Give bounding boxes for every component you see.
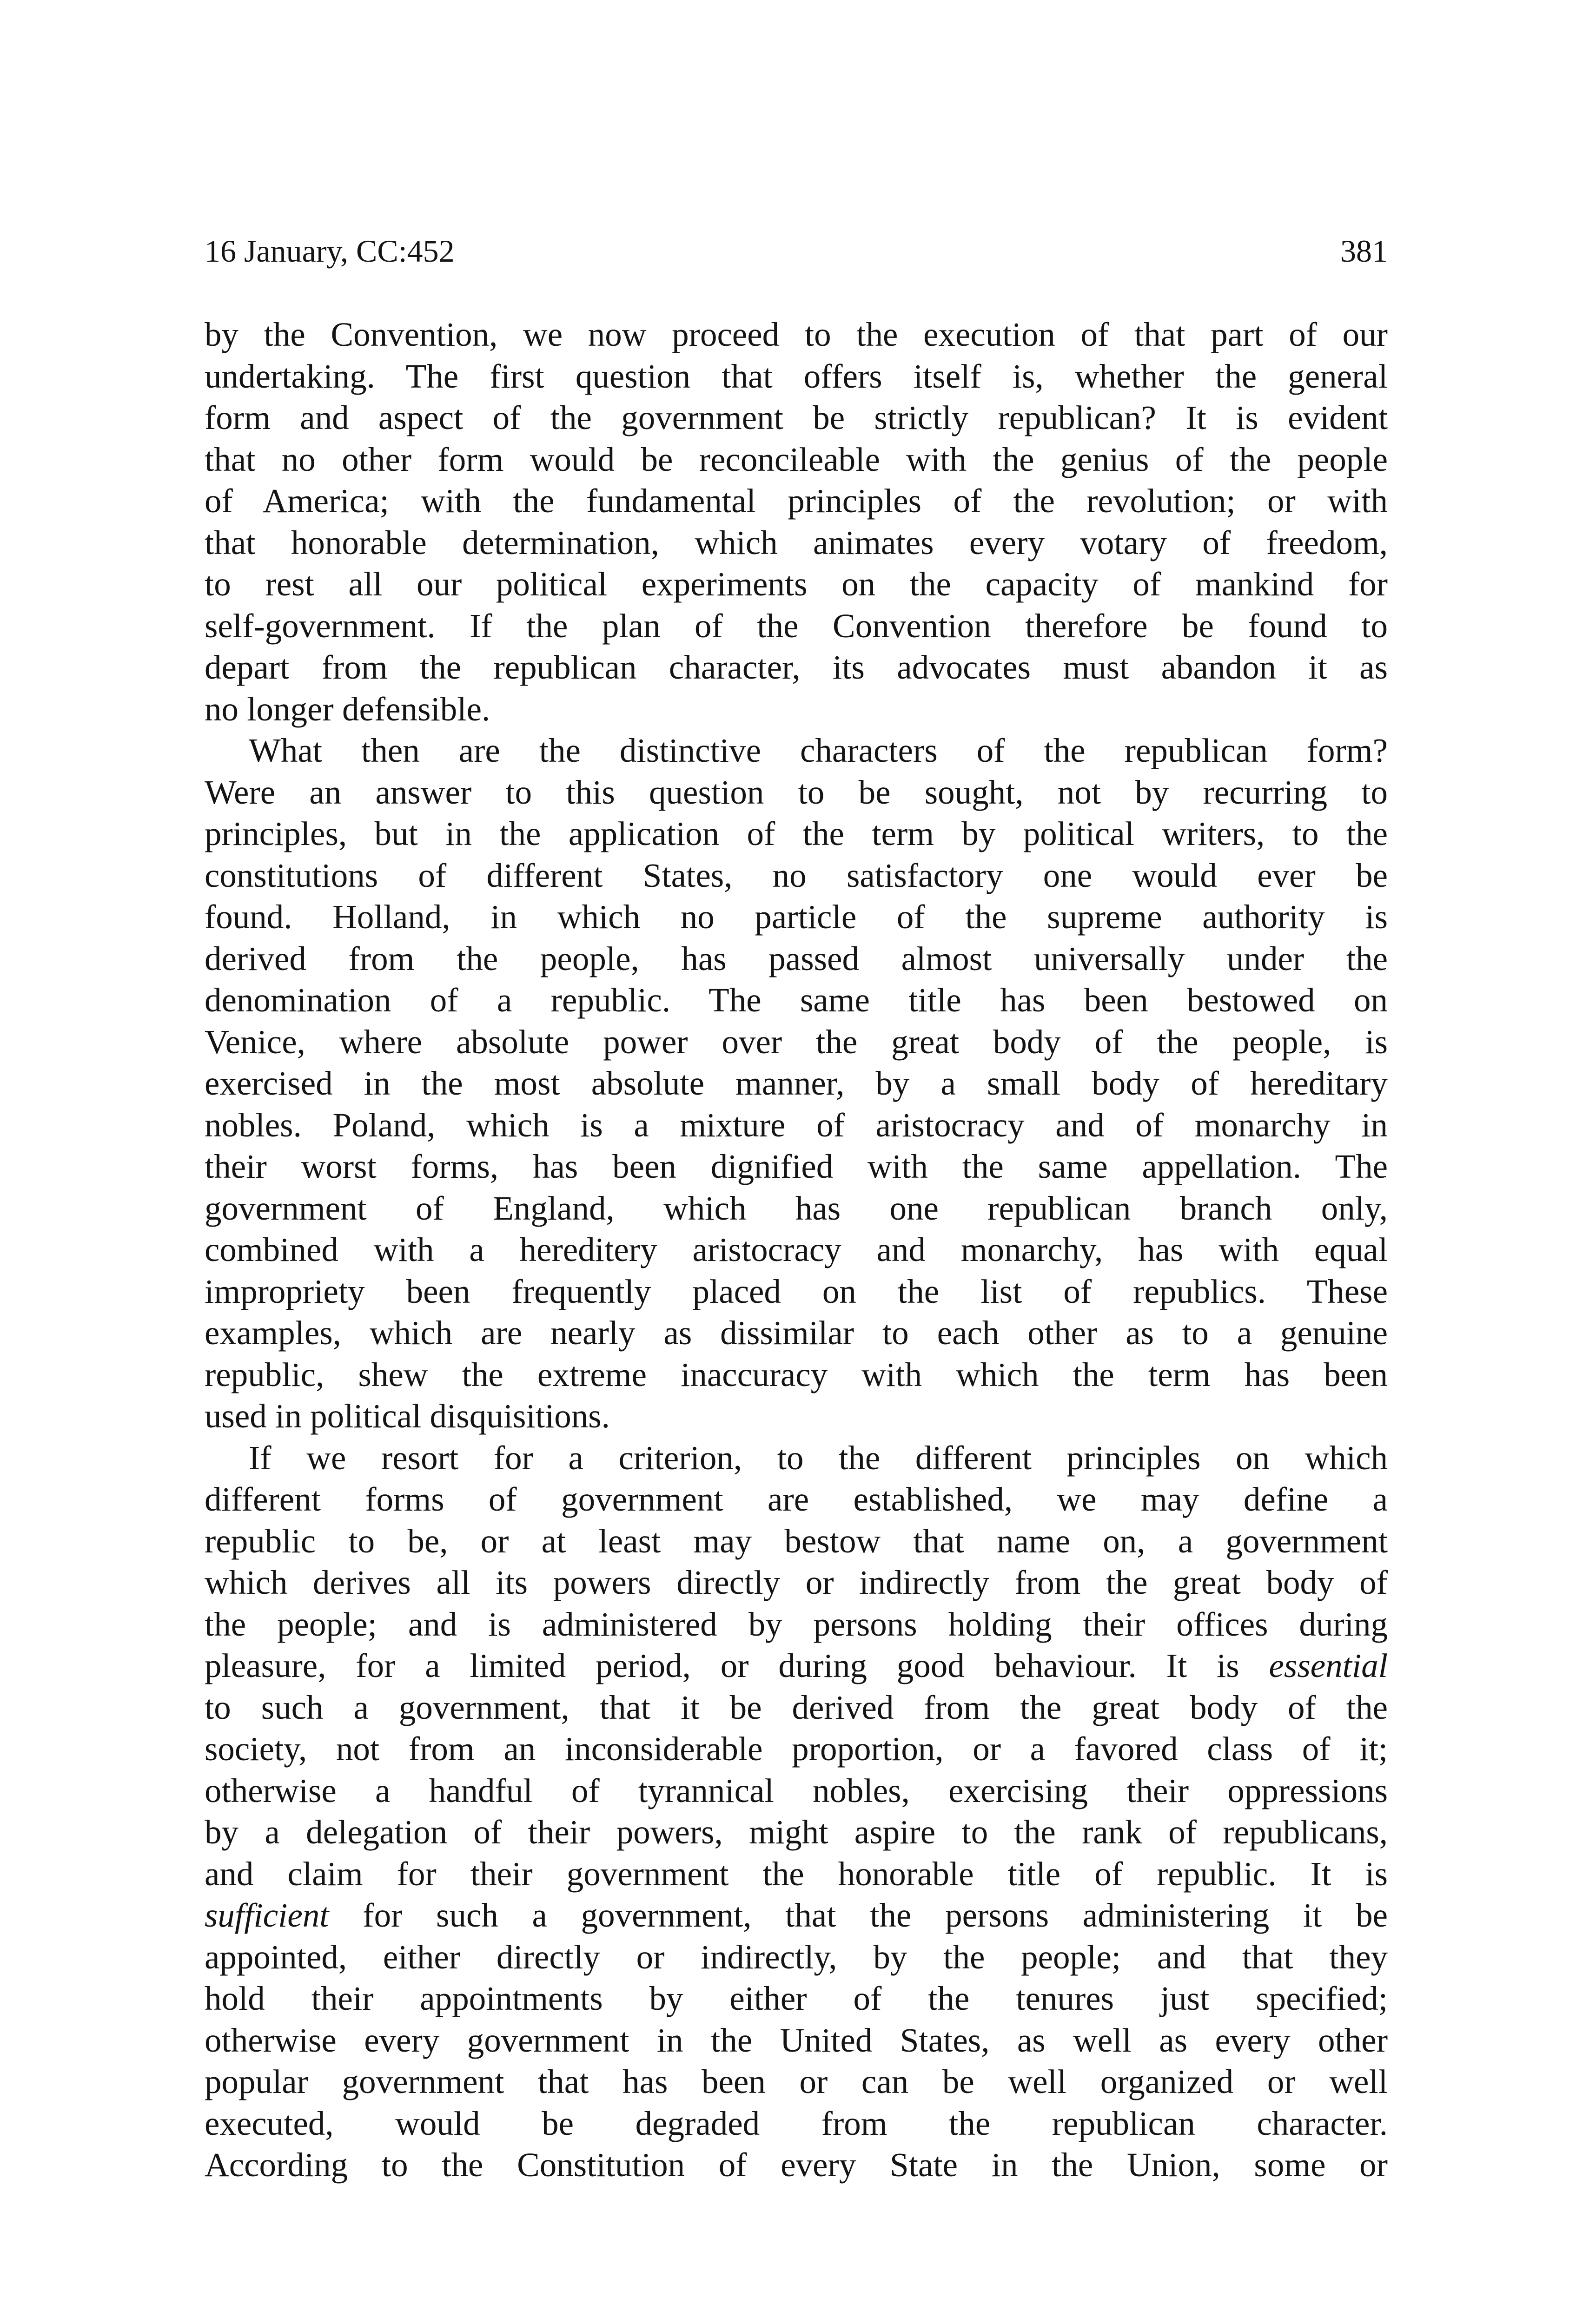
text-line [205, 1895, 1388, 1936]
text-line: executed, would be degraded from the republican character. [205, 2104, 1388, 2142]
text-line: principles, but in the application of the term by political writers, to the [205, 815, 1388, 852]
text-line: denomination of a republic. The same title has been bestowed on [205, 981, 1388, 1019]
text-line: otherwise every government in the United States, as well as every other [205, 2021, 1388, 2059]
text-line: their worst forms, has been dignified with the same appellation. The [205, 1148, 1388, 1185]
text-segment: for such a government, that the persons administering it be [329, 1896, 1388, 1934]
body-text [205, 314, 1388, 2186]
text-line: the people; and is administered by persons holding their offices during [205, 1605, 1388, 1643]
text-line: found. Holland, in which no particle of the supreme authority is [205, 898, 1388, 936]
running-head [205, 230, 1388, 272]
text-line: society, not from an inconsiderable proportion, or a favored class of it; [205, 1730, 1388, 1768]
text-line: derived from the people, has passed almost universally under the [205, 939, 1388, 977]
text-line: Venice, where absolute power over the great body of the people, is [205, 1023, 1388, 1061]
paragraph-first-line: If we resort for a criterion, to the different principles on which [249, 1439, 1388, 1477]
text-line: republic to be, or at least may bestow that name on, a government [205, 1522, 1388, 1560]
text-line: impropriety been frequently placed on the list of republics. These [205, 1272, 1388, 1310]
running-head-date: 16 January, CC:452 [205, 233, 455, 269]
text-line: used in political disquisitions. [205, 1397, 610, 1435]
text-line: which derives all its powers directly or indirectly from the great body of [205, 1564, 1388, 1601]
text-line: by the Convention, we now proceed to the execution of that part of our [205, 316, 1388, 353]
text-line: According to the Constitution of every State in the Union, some or [205, 2146, 1388, 2184]
text-line: to rest all our political experiments on the capacity of mankind for [205, 565, 1388, 603]
text-line: hold their appointments by either of the tenures just specified; [205, 1980, 1388, 2017]
text-line: no longer defensible. [205, 690, 490, 728]
text-line: self-government. If the plan of the Convention therefore be found to [205, 607, 1388, 645]
text-segment: pleasure, for a limited period, or during good behaviour. It is [205, 1647, 1269, 1684]
paragraph-first-line: What then are the distinctive characters of the republican form? [249, 732, 1388, 769]
page-number: 381 [1340, 233, 1388, 269]
text-line: Were an answer to this question to be sought, not by recurring to [205, 773, 1388, 811]
text-line: and claim for their government the honorable title of republic. It is [205, 1855, 1388, 1893]
text-line: that honorable determination, which animates every votary of freedom, [205, 523, 1388, 561]
text-line: by a delegation of their powers, might aspire to the rank of republicans, [205, 1813, 1388, 1851]
text-line: examples, which are nearly as dissimilar to each other as to a genuine [205, 1314, 1388, 1352]
text-line: form and aspect of the government be strictly republican? It is evident [205, 399, 1388, 436]
text-line [205, 1645, 1388, 1687]
italic-word-essential: essential [1269, 1647, 1388, 1684]
text-line: constitutions of different States, no satisfactory one would ever be [205, 856, 1388, 894]
text-line: depart from the republican character, its advocates must abandon it as [205, 648, 1388, 686]
text-line: undertaking. The first question that offers itself is, whether the general [205, 357, 1388, 395]
text-line: that no other form would be reconcileable with the genius of the people [205, 440, 1388, 478]
text-line: nobles. Poland, which is a mixture of aristocracy and of monarchy in [205, 1106, 1388, 1144]
text-line: combined with a hereditery aristocracy and monarchy, has with equal [205, 1231, 1388, 1268]
text-line: different forms of government are established, we may define a [205, 1480, 1388, 1518]
text-line: of America; with the fundamental principles of the revolution; or with [205, 482, 1388, 520]
text-line: republic, shew the extreme inaccuracy with which the term has been [205, 1355, 1388, 1393]
text-line: appointed, either directly or indirectly, by the people; and that they [205, 1938, 1388, 1976]
text-line: government of England, which has one republican branch only, [205, 1189, 1388, 1227]
text-line: to such a government, that it be derived from the great body of the [205, 1688, 1388, 1726]
italic-word-sufficient: sufficient [205, 1896, 329, 1934]
text-line: otherwise a handful of tyrannical nobles, exercising their oppressions [205, 1771, 1388, 1809]
text-line: exercised in the most absolute manner, by a small body of hereditary [205, 1064, 1388, 1102]
text-line: popular government that has been or can be well organized or well [205, 2063, 1388, 2100]
